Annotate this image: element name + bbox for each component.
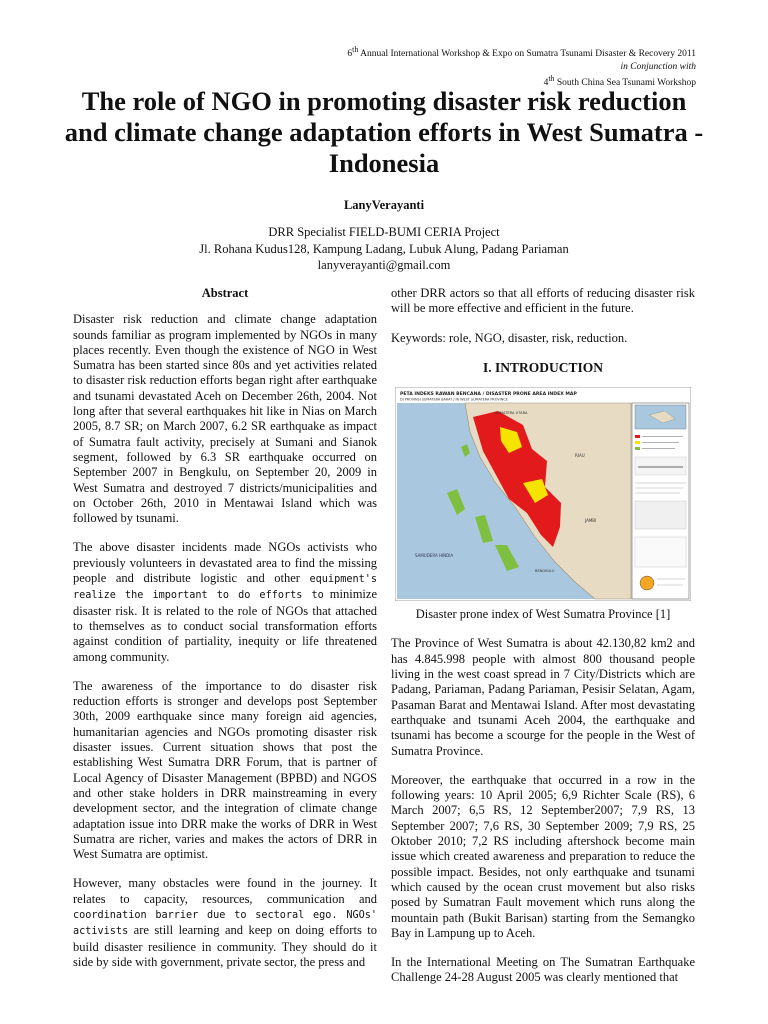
second-suffix: th: [548, 74, 555, 84]
legend-swatch-high: [635, 435, 640, 438]
affiliation-email: lanyverayanti@gmail.com: [317, 258, 451, 272]
abstract-paragraph-3: The awareness of the importance to do disaster risk reduction efforts is stronger and develops post September 30th, 2009 earthquake since many foreign aid agencies, humanitarian agencies and NGOs promoting disaster risk disaster issues. Current situation shows that post the establishing West Sumatra DRR Forum, that is partner of Local Agency of Disaster Management (BPBD) and NGOS and other stake holders in DRR mainstreaming in every development sector, and the integration of climate change adaptation issue into DRR make the works of DRR in West Sumatra are richer, varies and makes the actors of DRR in West Sumatra are optimist.: [73, 678, 377, 862]
affiliation: [0, 224, 768, 274]
workshop-name: Annual International Workshop & Expo on Sumatra Tsunami Disaster & Recovery 2011: [358, 49, 696, 60]
intro-paragraph-2: Moreover, the earthquake that occurred in a row in the following years: 10 April 2005; 6,9 Richter Scale (RS), 6 March 2007; 6,5 RS, 12 September2007; 7,9 RS, 13 September 2007; 7,6 RS, 30 September 2009; 7,9 RS, 25 Oktober 2010; 7,2 RS including aftershock become main issue which created awareness and preparation to reduce the possible impact. Besides, not only earthquake and tsunami which caused by the ocean crust movement but also risks posed by Sumatran Fault movement which runs along the mountain path (Bukit Barisan) starting from the Semangko Bay in Lampung up to Aceh.: [391, 772, 695, 940]
map-label-jambi: JAMBI: [585, 518, 597, 524]
legend-swatch-medium: [635, 441, 640, 444]
edition-number: 6: [347, 49, 353, 60]
abstract-paragraph-2: The above disaster incidents made NGOs activists who previously volunteers in devastated area to find the missing people and distribute logistic and other equipment's realize the important to do efforts to minimize disaster risk. It is related to the role of NGOs that attached to themselves as to conduct social transformation efforts against condition of partiality, inequity or life threatened among community.: [73, 540, 377, 664]
disaster-prone-map: [395, 387, 691, 601]
keywords: Keywords: role, NGO, disaster, risk, reduction.: [391, 330, 628, 345]
edition-suffix: th: [352, 45, 359, 54]
author-name: LanyVerayanti: [343, 198, 425, 212]
mono-text: equipment's realize the important to do efforts to: [73, 574, 377, 602]
map-label-riau: RIAU: [575, 453, 585, 459]
right-column: [391, 286, 695, 1000]
header-line-1: [347, 44, 696, 61]
mono-text: coordination barrier due to sectoral ego. NGOs' activists: [73, 909, 377, 938]
map-label-indian-ocean: SAMUDERA HINDIA: [415, 553, 454, 559]
agency-logo-icon: [640, 576, 654, 590]
abstract-continuation: other DRR actors so that all efforts of reducing disaster risk will be more effective and efficient in the future.: [391, 286, 695, 316]
conference-header: [347, 44, 696, 90]
abstract-paragraph-4: However, many obstacles were found in the journey. It relates to capacity, resources, communication and coordination barrier due to sectoral ego. NGOs' activists are still learning and keep on doing efforts to build disaster resilience in community. They should do it side by side with government, private sector, the press and: [73, 876, 377, 969]
legend-scale-box: [635, 457, 686, 475]
abstract-paragraph-1: Disaster risk reduction and climate change adaptation sounds familiar as program implemented by NGOs in many places recently. Even though the existence of NGO in West Sumatra has been started since 80s and yet activities related to disaster risk reduction efforts began right after earthquake and tsunami devastated Aceh on December 26th, 2004. Not long after that several earthquakes hit like in Nias on March 2005, 8.7 SR; on March 2007, 6.2 SR earthquake as impact of Sumatra fault activity, precisely at Sumani and Sianok segment, followed by 6.3 SR earthquake occurred on September 2007 in Bengkulu, on September 20, 2009 in West Sumatra and destroyed 7 districts/municipalities and on October 26th, 2010 in Mentawai Island which was followed by tsunami.: [73, 312, 377, 526]
map-subtitle: DI PROVINSI SUMATERA BARAT / IN WEST SUMATERA PROVINCE: [400, 397, 508, 402]
affiliation-role: DRR Specialist FIELD-BUMI CERIA Project: [268, 225, 500, 239]
legend-notes-box: [635, 501, 686, 529]
map-title: PETA INDEKS RAWAN BENCANA / DISASTER PRONE AREA INDEX MAP: [400, 392, 577, 398]
paper-title: The role of NGO in promoting disaster risk reduction and climate change adaptation efforts in West Sumatra - Indonesia: [64, 86, 704, 178]
figure-caption: Disaster prone index of West Sumatra Province [1]: [415, 607, 671, 622]
header-line-2: in Conjunction with: [620, 61, 696, 72]
map-label-north-sumatra: SUMATERA UTARA: [495, 411, 528, 416]
section-heading-introduction: I. INTRODUCTION: [482, 359, 604, 375]
disaster-prone-map-figure: [395, 387, 691, 601]
map-label-bengkulu: BENGKULU: [535, 569, 555, 574]
affiliation-address: Jl. Rohana Kudus128, Kampung Ladang, Lubuk Alung, Padang Pariaman: [199, 241, 569, 256]
intro-paragraph-3: In the International Meeting on The Sumatran Earthquake Challenge 24-28 August 2005 was clearly mentioned that: [391, 955, 695, 985]
legend-swatch-low: [635, 447, 640, 450]
second-number: 4: [543, 78, 549, 89]
intro-paragraph-1: The Province of West Sumatra is about 42.130,82 km2 and has 4.845.998 people with almost 800 thousand people living in the west coast spread in 7 City/Districts which are Padang, Pariaman, Padang Pariaman, Pesisir Selatan, Agam, Pasaman Barat and Mentawai Island. After most devastating earthquake and tsunami Aceh 2004, the earthquake and tsunami has become a scourge for the people in the West of Sumatra Province.: [391, 636, 695, 758]
legend-source-box: [635, 537, 686, 567]
left-column: [73, 286, 377, 984]
second-workshop-name: South China Sea Tsunami Workshop: [554, 78, 696, 89]
abstract-heading: Abstract: [201, 286, 249, 300]
